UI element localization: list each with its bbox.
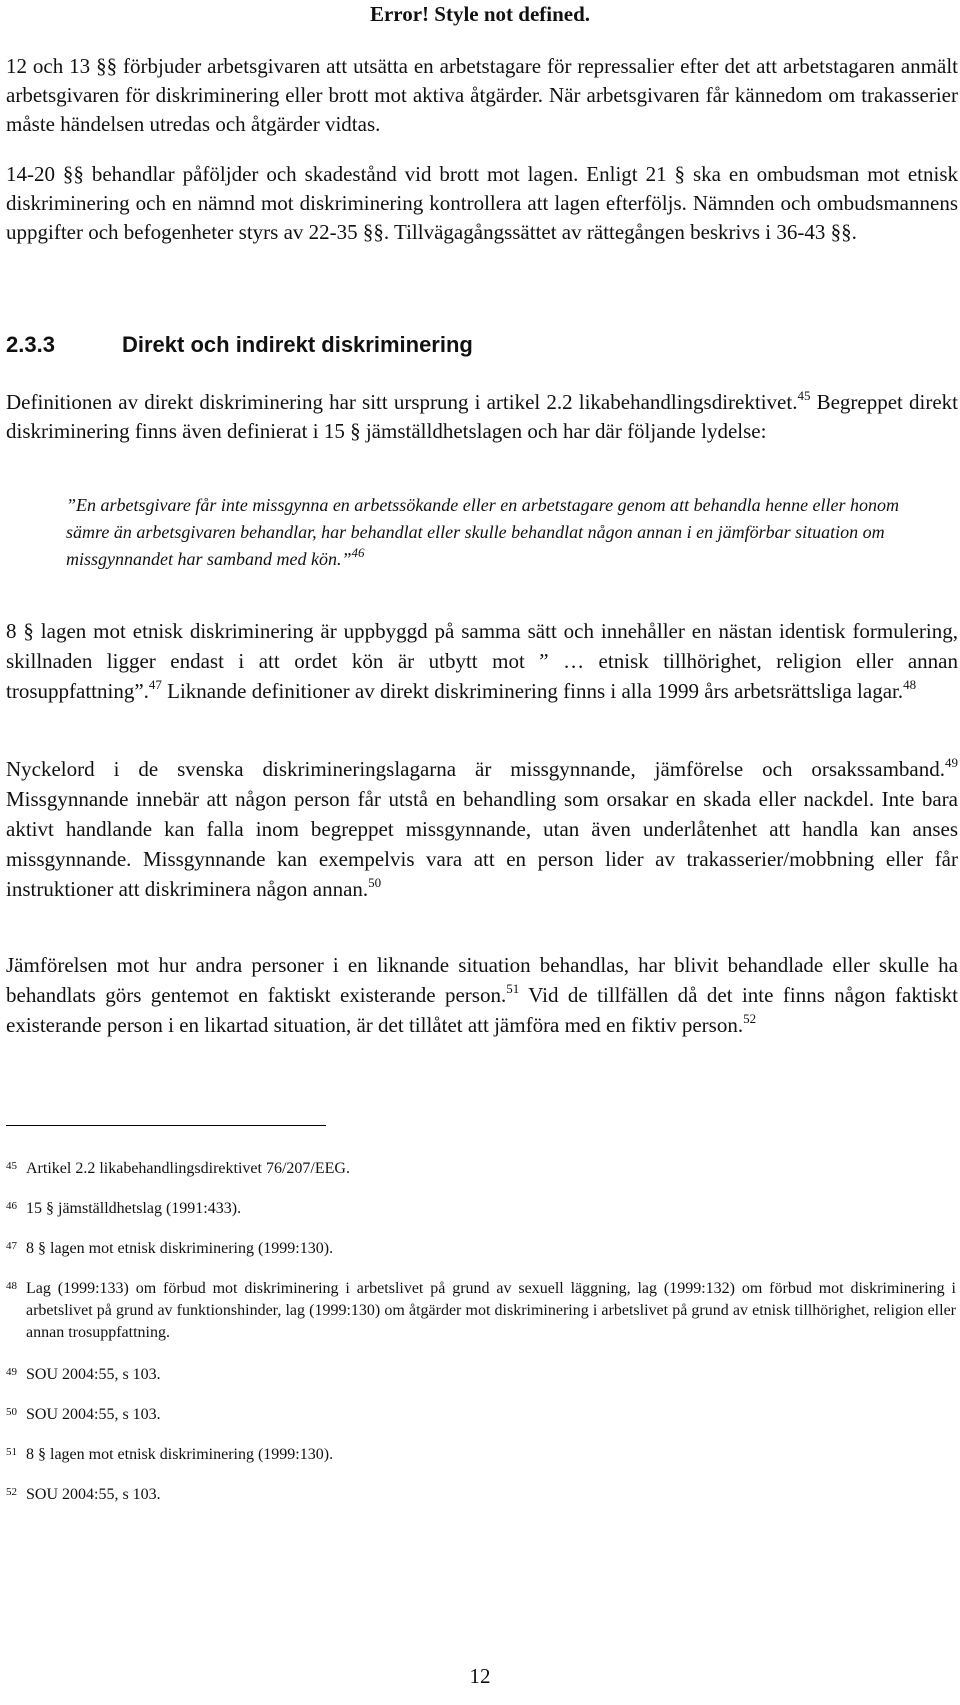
footnote-49: [6, 1364, 956, 1386]
footnote-number: 52: [6, 1486, 17, 1498]
footnote-ref-47[interactable]: 47: [148, 677, 162, 692]
paragraph-pafoljder: 14-20 §§ behandlar påföljder och skadestånd vid brott mot lagen. Enligt 21 § ska en ombudsman mot etnisk diskriminering och en nämnd mot diskriminering kontrollera att lagen efterföljs. Nämnden och ombudsmannens uppgifter och befogenheter styrs av 22-35 §§. Tillvägagångssättet av rättegången beskrivs i 36-43 §§.: [6, 162, 958, 244]
section-number: 2.3.3: [6, 332, 55, 357]
paragraph-text: Liknande definitioner av direkt diskriminering finns i alla 1999 års arbetsrättsliga lagar.: [161, 679, 904, 703]
quote-text: ”En arbetsgivare får inte missgynna en arbetssökande eller en arbetstagare genom att behandla henne eller honom sämre än arbetsgivaren behandlar, har behandlat eller skulle behandlat någon annan i en jämförbar situation om missgynnandet har samband med kön.”: [66, 495, 900, 569]
paragraph-text: Definitionen av direkt diskriminering har sitt ursprung i artikel 2.2 likabehandlingsdirektivet.: [6, 390, 798, 414]
legal-quote: [66, 492, 932, 573]
paragraph-definition: [6, 388, 958, 446]
footnote-ref-51[interactable]: 51: [506, 981, 520, 996]
footnote-number: 51: [6, 1446, 17, 1458]
footnote-number: 50: [6, 1406, 17, 1418]
footnote-47: [6, 1238, 956, 1260]
footnote-ref-50[interactable]: 50: [368, 875, 382, 890]
paragraph-jamforelse: [6, 950, 958, 1040]
footnote-number: 46: [6, 1200, 17, 1212]
running-header: Error! Style not defined.: [369, 2, 591, 26]
paragraph-repressalier: 12 och 13 §§ förbjuder arbetsgivaren att utsätta en arbetstagare för repressalier efter det att arbetstagaren anmält arbetsgivaren för diskriminering eller brott mot aktiva åtgärder. När arbetsgivaren får kännedom om trakasserier måste händelsen utredas och åtgärder vidtas.: [6, 54, 958, 136]
paragraph-text: 8 § lagen mot etnisk diskriminering är uppbyggd på samma sätt och innehåller en nästan identisk formulering, skillnaden ligger endast i att ordet kön är utbytt mot ” … etnisk tillhörighet, religion eller annan trosuppfattning”.: [6, 619, 958, 703]
footnotes-section: [6, 1158, 956, 1524]
footnote-text: Artikel 2.2 likabehandlingsdirektivet 76/207/EEG.: [26, 1160, 350, 1177]
footnote-ref-52[interactable]: 52: [743, 1011, 757, 1026]
footnote-50: [6, 1404, 956, 1426]
footnote-text: 8 § lagen mot etnisk diskriminering (1999:130).: [26, 1240, 334, 1257]
footnote-number: 45: [6, 1160, 17, 1172]
paragraph-text: Nyckelord i de svenska diskrimineringslagarna är missgynnande, jämförelse och orsakssamband.: [6, 757, 945, 781]
section-title: Direkt och indirekt diskriminering: [122, 332, 473, 357]
footnote-52: [6, 1484, 956, 1506]
page-number: 12: [469, 1664, 491, 1688]
footnote-ref-46[interactable]: 46: [351, 545, 365, 560]
footnote-ref-49[interactable]: 49: [945, 755, 958, 770]
paragraph-text: Begreppet direkt diskriminering finns även definierat i 15 § jämställdhetslagen och har där följande lydelse:: [6, 390, 958, 443]
footnote-text: SOU 2004:55, s 103.: [26, 1486, 161, 1503]
footnote-51: [6, 1444, 956, 1466]
paragraph-text: Missgynnande innebär att någon person får utstå en behandling som orsakar en skada eller nackdel. Inte bara aktivt handlande kan falla inom begreppet missgynnande, utan även underlåtenhet att handla kan anses missgynnande. Missgynnande kan exempelvis vara att en person lider av trakasserier/mobbning eller får instruktioner att diskriminera någon annan.: [6, 787, 958, 901]
footnote-number: 49: [6, 1366, 17, 1378]
footnote-ref-48[interactable]: 48: [903, 677, 917, 692]
footnote-ref-45[interactable]: 45: [797, 388, 811, 403]
footnote-separator: [6, 1125, 326, 1126]
footnote-number: 48: [6, 1280, 17, 1292]
paragraph-etnisk: [6, 616, 958, 706]
footnote-text: Lag (1999:133) om förbud mot diskriminering i arbetslivet på grund av sexuell läggning, lag (1999:132) om förbud mot diskriminering i arbetslivet på grund av funktionshinder, lag (1999:130) om åtgärder mot diskriminering i arbetslivet på grund av etnisk tillhörighet, religion eller annan trosuppfattning.: [26, 1280, 956, 1341]
footnote-45: [6, 1158, 956, 1180]
footnote-46: [6, 1198, 956, 1220]
footnote-number: 47: [6, 1240, 17, 1252]
paragraph-text: Vid de tillfällen då det inte finns någon faktiskt existerande person i en likartad situation, är det tillåtet att jämföra med en fiktiv person.: [6, 983, 958, 1037]
footnote-text: 8 § lagen mot etnisk diskriminering (1999:130).: [26, 1446, 334, 1463]
paragraph-nyckelord: [6, 754, 958, 904]
footnote-text: SOU 2004:55, s 103.: [26, 1366, 161, 1383]
paragraph-text: Jämförelsen mot hur andra personer i en liknande situation behandlas, har blivit behandlade eller skulle ha behandlats görs gentemot en faktiskt existerande person.: [6, 953, 958, 1007]
section-heading: [6, 332, 958, 358]
footnote-48: [6, 1278, 956, 1344]
footnote-text: SOU 2004:55, s 103.: [26, 1406, 161, 1423]
footnote-text: 15 § jämställdhetslag (1991:433).: [26, 1200, 242, 1217]
